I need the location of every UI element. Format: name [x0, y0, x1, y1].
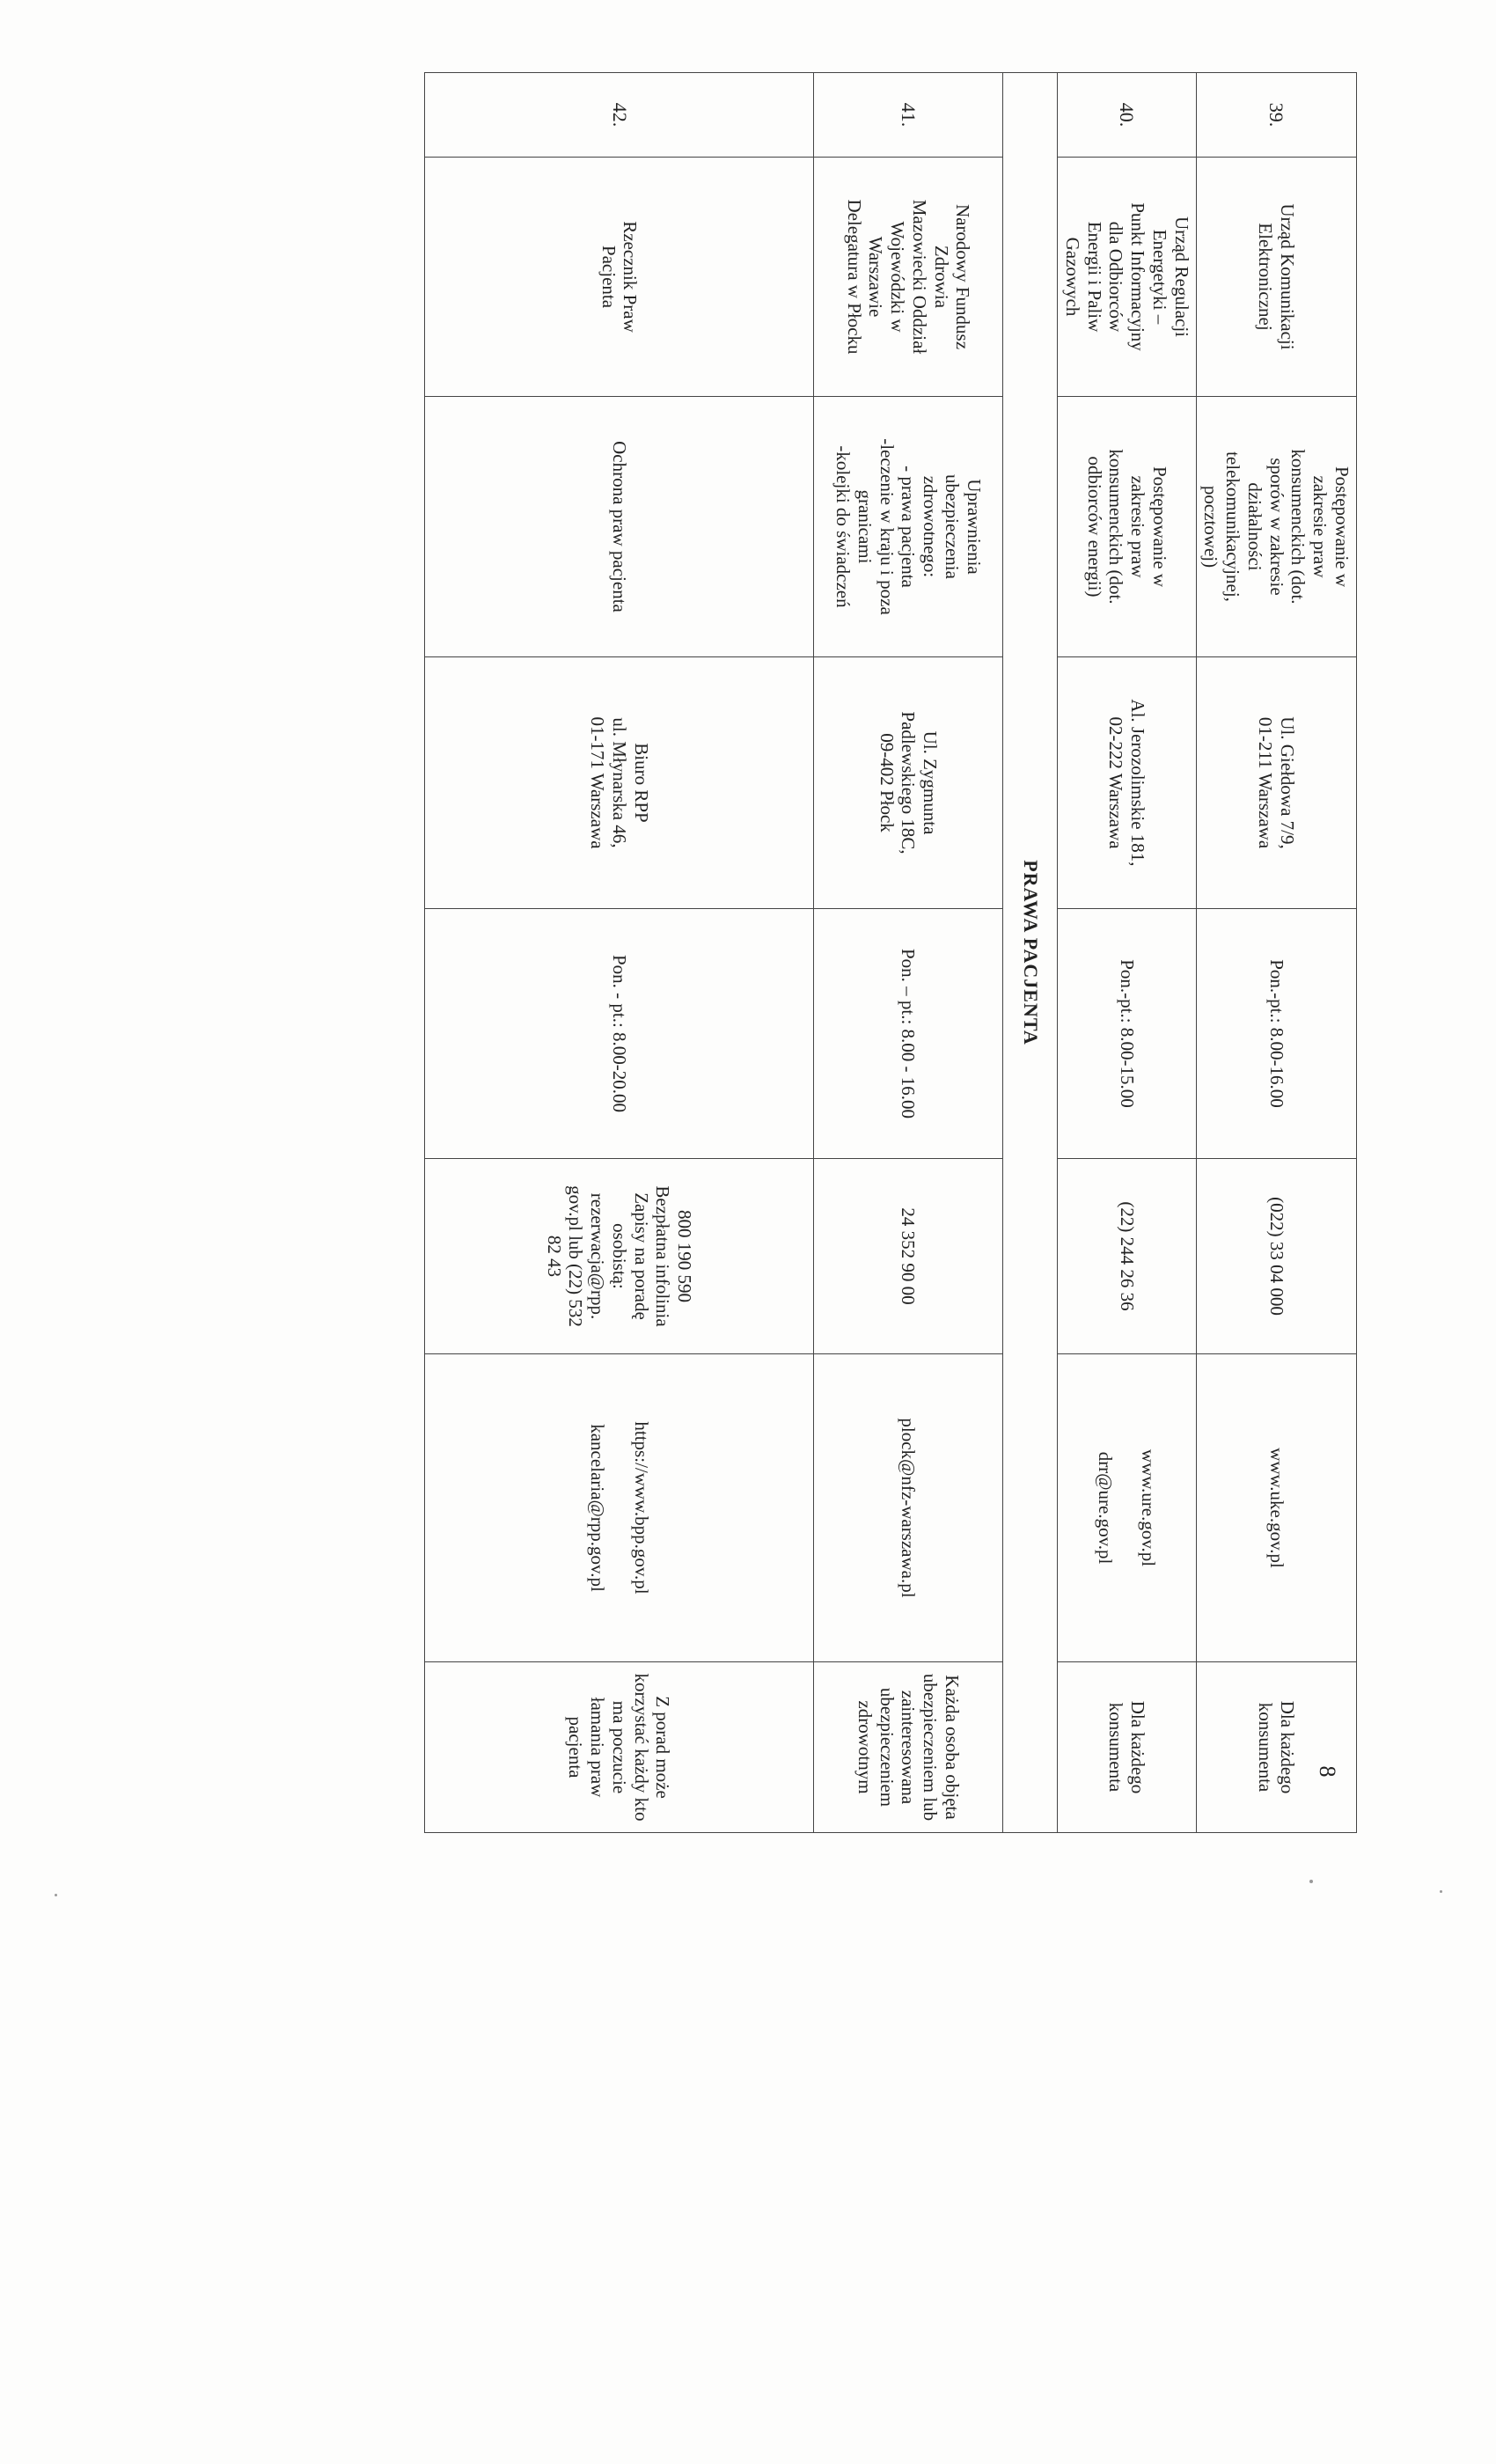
- scan-speck: [1309, 1880, 1313, 1883]
- service-scope: Ochrona praw pacjenta: [425, 397, 814, 657]
- website-email: https://www.bpp.gov.pl kancelaria@rpp.gov.pl: [425, 1354, 814, 1662]
- row-number: 39.: [1196, 73, 1356, 158]
- table-row: [1196, 73, 1356, 1833]
- service-scope: Postępowanie w zakresie praw konsumenckich (dot. sporów w zakresie działalności telekomunikacyjnej, pocztowej): [1196, 397, 1356, 657]
- row-number: 42.: [425, 73, 814, 158]
- row-number: 41.: [814, 73, 1003, 158]
- website-email: www.ure.gov.pl drr@ure.gov.pl: [1058, 1354, 1197, 1662]
- institution-name: Urząd Komunikacji Elektronicznej: [1196, 158, 1356, 397]
- phone: (22) 244 26 36: [1058, 1159, 1197, 1354]
- target-audience: Dla każdego konsumenta: [1058, 1662, 1197, 1833]
- address: Biuro RPP ul. Młynarska 46, 01-171 Warszawa: [425, 657, 814, 909]
- phone: (022) 33 04 000: [1196, 1159, 1356, 1354]
- institution-name: Urząd Regulacji Energetyki – Punkt Informacyjny dla Odbiorców Energii i Paliw Gazowych: [1058, 158, 1197, 397]
- institution-name: Rzecznik Praw Pacjenta: [425, 158, 814, 397]
- section-heading: PRAWA PACJENTA: [1003, 73, 1058, 1833]
- opening-hours: Pon. – pt.: 8.00 - 16.00: [814, 909, 1003, 1159]
- phone: 800 190 590 Bezpłatna infolinia Zapisy na poradę osobistą: rezerwacja@rpp. gov.pl lub (22) 532 82 43: [425, 1159, 814, 1354]
- opening-hours: Pon. - pt.: 8.00-20.00: [425, 909, 814, 1159]
- phone: 24 352 90 00: [814, 1159, 1003, 1354]
- table-row: [814, 73, 1003, 1833]
- institutions-table: [424, 72, 1357, 1833]
- address: Al. Jerozolimskie 181, 02-222 Warszawa: [1058, 657, 1197, 909]
- institution-name: Narodowy Fundusz Zdrowia Mazowiecki Oddział Wojewódzki w Warszawie Delegatura w Płocku: [814, 158, 1003, 397]
- section-row: [1003, 73, 1058, 1833]
- row-number: 40.: [1058, 73, 1197, 158]
- table-row: [1058, 73, 1197, 1833]
- scan-speck: [55, 1894, 57, 1896]
- page-number: 8: [1315, 1765, 1340, 1778]
- website-email: www.uke.gov.pl: [1196, 1354, 1356, 1662]
- target-audience: Dla każdego konsumenta: [1196, 1662, 1356, 1833]
- website-email: plock@nfz-warszawa.pl: [814, 1354, 1003, 1662]
- service-scope: Uprawnienia ubezpieczenia zdrowotnego: - prawa pacjenta -leczenie w kraju i poza granicami -kolejki do świadczeń: [814, 397, 1003, 657]
- address: Ul. Giełdowa 7/9, 01-211 Warszawa: [1196, 657, 1356, 909]
- target-audience: Z porad może korzystać każdy kto ma poczucie łamania praw pacjenta: [425, 1662, 814, 1833]
- opening-hours: Pon.-pt.: 8.00-15.00: [1058, 909, 1197, 1159]
- target-audience: Każda osoba objęta ubezpieczeniem lub zainteresowana ubezpieczeniem zdrowotnym: [814, 1662, 1003, 1833]
- service-scope: Postępowanie w zakresie praw konsumenckich (dot. odbiorców energii): [1058, 397, 1197, 657]
- table-row: [425, 73, 814, 1833]
- address: Ul. Zygmunta Padlewskiego 18C, 09-402 Płock: [814, 657, 1003, 909]
- opening-hours: Pon.-pt.: 8.00-16.00: [1196, 909, 1356, 1159]
- scan-speck: [1440, 1890, 1442, 1893]
